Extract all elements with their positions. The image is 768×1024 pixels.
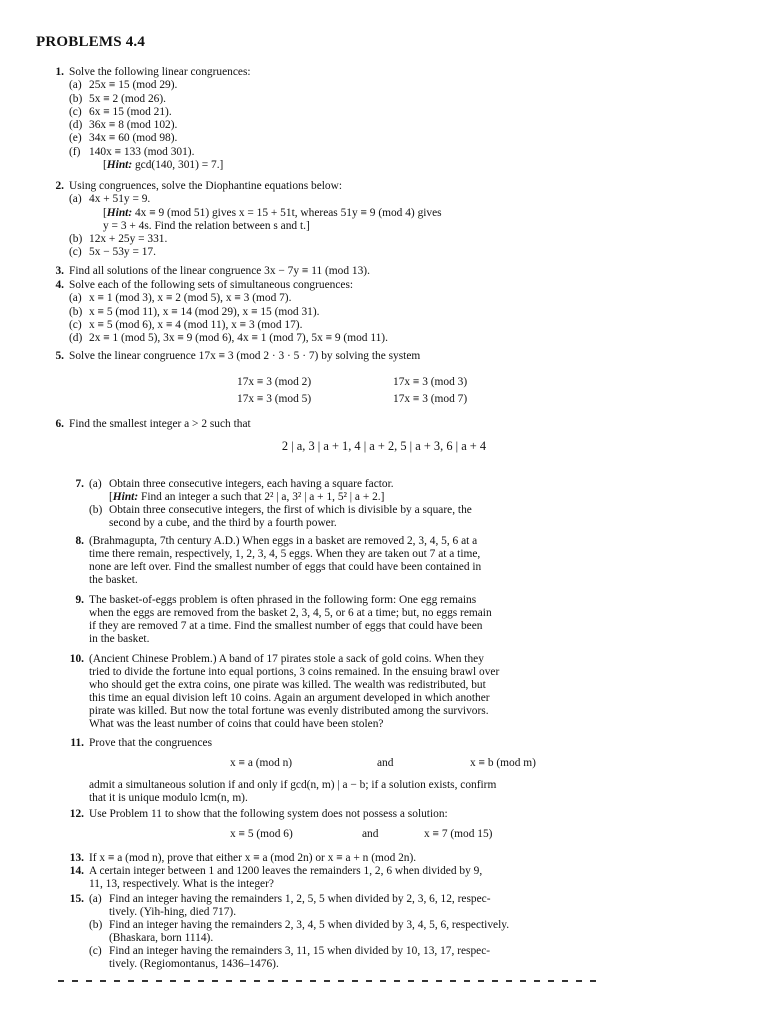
problem-number: 7.	[75, 478, 84, 490]
problem-number: 5.	[55, 350, 64, 362]
textbook-page: PROBLEMS 4.4 1. Solve the following linear congruences: (a) 25x ≡ 15 (mod 29). (b) 5x ≡ 2 (mod 26). (c) 6x ≡ 15 (mod 21). (d) 36x ≡ 8 (mod 102). (e) 34x ≡ 60 (mod 98). (f) 140x ≡ 133 (mod 301). [Hint: gcd(140, 301) = 7.] 2. Using congruences, solve the Diophantine equations below: (a) 4x + 51y = 9. [Hint: 4x ≡ 9 (mod 51) gives x = 15 + 51t, whereas 51y ≡ 9 (mod 4) gives y = 3 + 4s. Find the relation between s and t.] (b) 12x + 25y = 331. (c) 5x − 53y = 17. 3. Find all solutions of the linear congruence 3x − 7y ≡ 11 (mod 13). 4. Solve each of the following sets of simultaneous congruences: (a) x ≡ 1 (mod 3), x ≡ 2 (mod 5), x ≡ 3 (mod 7). (b) x ≡ 5 (mod 11), x ≡ 14 (mod 29), x ≡ 15 (mod 31). (c) x ≡ 5 (mod 6), x ≡ 4 (mod 11), x ≡ 3 (mod 17). (d) 2x ≡ 1 (mod 5), 3x ≡ 9 (mod 6), 4x ≡ 1 (mod 7), 5x ≡ 9 (mod 11). 5. Solve the linear congruence 17x ≡ 3 (mod 2 · 3 · 5 · 7) by solving the system 17x ≡ 3 (mod 2) 17x ≡ 3 (mod 3) 17x ≡ 3 (mod 5) 17x ≡ 3 (mod 7) 6. Find the smallest integer a > 2 such that 2 | a, 3 | a + 1, 4 | a + 2, 5 | a + 3, 6 | a + 4 7. (a) Obtain three consecutive integers, each having a square factor. [Hint: Find an integer a such that 2² | a, 3² | a + 1, 5² | a + 2.] (b) Obtain three consecutive integers, the first of which is divisible by a square, the second by a cube, and the third by a fourth power. 8. (Brahmagupta, 7th century A.D.) When eggs in a basket are removed 2, 3, 4, 5, 6 at a time there remain, respectively, 1, 2, 3, 4, 5 eggs. When they are taken out 7 at a time, none are left over. Find the smallest number of eggs that could have been contained in the basket. 9. The basket-of-eggs problem is often phrased in the following form: One egg remains when the eggs are removed from the basket 2, 3, 4, 5, or 6 at a time; but, no eggs remain if they are removed 7 at a time. Find the smallest number of eggs that could have been in the basket. 10. (Ancient Chinese Problem.) A band of 17 pirates stole a sack of gold coins. When they tried to divide the fortune into equal portions, 3 coins remained. In the ensuing brawl over who should get the extra coins, one pirate was killed. The wealth was redistributed, but this time an equal division left 10 coins. Again an argument developed in which another pirate was killed. But now the total fortune was evenly distributed among the survivors. What was the least number of coins that could have been stolen? 11. Prove that the congruences x ≡ a (mod n) and x ≡ b (mod m) admit a simultaneous solution if and only if gcd(n, m) | a − b; if a solution exists, confirm that it is unique modulo lcm(n, m). 12. Use Problem 11 to show that the following system does not possess a solution: x ≡ 5 (mod 6) and x ≡ 7 (mod 15) 13. If x ≡ a (mod n), prove that either x ≡ a (mod 2n) or x ≡ a + n (mod 2n). 14. A certain integer between 1 and 1200 leaves the remainders 1, 2, 6 when divided by 9, 11, 13, respectively. What is the integer? 15. (a) Find an integer having the remainders 1, 2, 5, 5 when divided by 2, 3, 6, 12, respec- tively. (Yih-hing, died 717). (b) Find an integer having the remainders 2, 3, 4, 5 when divided by 3, 4, 5, 6, respectively. (Bhaskara, born 1114). (c) Find an integer having the remainders 3, 11, 15 when divided by 10, 13, 17, respec- tively. (Regiomontanus, 1436–1476).	[0, 0, 768, 1024]
display-system	[58, 828, 718, 844]
problem-statement: Solve the following linear congruences:	[69, 66, 251, 78]
problem-number: 1.	[55, 66, 64, 78]
problem-number: 14.	[69, 865, 84, 877]
subpart-a: (a) 4x + 51y = 9.	[69, 193, 151, 206]
congruence: x ≡ a (mod n)	[230, 757, 293, 769]
subpart-e: (e) 34x ≡ 60 (mod 98).	[69, 132, 178, 145]
problem-statement: Find the smallest integer a > 2 such that	[69, 418, 251, 430]
subpart-b: (b) Find an integer having the remainders 2, 3, 4, 5 when divided by 3, 4, 5, 6, respectively. (Bhaskara, born 1114).	[89, 918, 510, 944]
congruence: 17x ≡ 3 (mod 7)	[393, 393, 468, 405]
problem-statement: Find all solutions of the linear congruence 3x − 7y ≡ 11 (mod 13).	[69, 265, 370, 277]
problem-number: 12.	[69, 808, 84, 820]
problem-statement: If x ≡ a (mod n), prove that either x ≡ a (mod 2n) or x ≡ a + n (mod 2n).	[89, 852, 417, 864]
problem-statement: Use Problem 11 to show that the following system does not possess a solution:	[89, 808, 448, 820]
cut-off-text-fragment	[58, 978, 598, 982]
subpart-d: (d) 36x ≡ 8 (mod 102).	[69, 119, 178, 132]
congruence: x ≡ 5 (mod 6)	[230, 828, 293, 840]
subpart-b: (b) Obtain three consecutive integers, the first of which is divisible by a square, the second by a cube, and the third by a fourth power.	[89, 503, 472, 529]
congruence: x ≡ b (mod m)	[470, 757, 536, 769]
subpart-b: (b) 12x + 25y = 331.	[69, 233, 168, 246]
subpart-a: (a) Obtain three consecutive integers, each having a square factor.	[89, 478, 394, 490]
congruence: 17x ≡ 3 (mod 5)	[237, 393, 312, 405]
hint: [Hint: Find an integer a such that 2² | a, 3² | a + 1, 5² | a + 2.]	[109, 490, 385, 503]
subpart-a: (a) 25x ≡ 15 (mod 29).	[69, 79, 178, 92]
problem-number: 15.	[69, 893, 84, 905]
display-congruences	[58, 757, 718, 773]
display-equation: 2 | a, 3 | a + 1, 4 | a + 2, 5 | a + 3, 6 | a + 4	[281, 439, 487, 453]
hint-continued: y = 3 + 4s. Find the relation between s and t.]	[103, 219, 310, 232]
congruence: x ≡ 7 (mod 15)	[424, 828, 493, 840]
conjunction: and	[362, 828, 379, 840]
section-title: PROBLEMS 4.4	[36, 34, 146, 50]
hint: [Hint: 4x ≡ 9 (mod 51) gives x = 15 + 51t, whereas 51y ≡ 9 (mod 4) gives	[103, 206, 442, 219]
subpart-b: (b) 5x ≡ 2 (mod 26).	[69, 92, 166, 105]
problem-number: 10.	[69, 653, 84, 665]
congruence: 17x ≡ 3 (mod 3)	[393, 376, 468, 388]
system-row-1	[38, 376, 718, 392]
system-row-2	[38, 393, 718, 409]
subpart-a: (a) x ≡ 1 (mod 3), x ≡ 2 (mod 5), x ≡ 3 (mod 7).	[69, 292, 292, 305]
problem-number: 3.	[55, 265, 64, 277]
subpart-d: (d) 2x ≡ 1 (mod 5), 3x ≡ 9 (mod 6), 4x ≡ 1 (mod 7), 5x ≡ 9 (mod 11).	[69, 332, 388, 345]
hint: [Hint: gcd(140, 301) = 7.]	[103, 159, 224, 172]
subpart-a: (a) Find an integer having the remainders 1, 2, 5, 5 when divided by 2, 3, 6, 12, respec- tively. (Yih-hing, died 717).	[89, 893, 491, 918]
problem-statement: Using congruences, solve the Diophantine equations below:	[69, 180, 342, 192]
subpart-f: (f) 140x ≡ 133 (mod 301).	[69, 145, 195, 158]
problem-statement: Solve each of the following sets of simultaneous congruences:	[69, 279, 354, 291]
problem-statement: Solve the linear congruence 17x ≡ 3 (mod 2 · 3 · 5 · 7) by solving the system	[69, 350, 421, 362]
problem-number: 9.	[75, 594, 84, 606]
problem-number: 4.	[55, 279, 64, 291]
problem-number: 8.	[75, 535, 84, 547]
congruence: 17x ≡ 3 (mod 2)	[237, 376, 312, 388]
problem-number: 13.	[69, 852, 84, 864]
subpart-b: (b) x ≡ 5 (mod 11), x ≡ 14 (mod 29), x ≡ 15 (mod 31).	[69, 305, 320, 318]
subpart-c: (c) x ≡ 5 (mod 6), x ≡ 4 (mod 11), x ≡ 3 (mod 17).	[69, 318, 303, 331]
subpart-c: (c) 6x ≡ 15 (mod 21).	[69, 105, 172, 118]
problem-number: 6.	[55, 418, 64, 430]
problem-number: 11.	[70, 737, 84, 749]
subpart-c: (c) Find an integer having the remainders 3, 11, 15 when divided by 10, 13, 17, respec- tively. (Regiomontanus, 1436–1476).	[89, 944, 491, 970]
problem-statement: Prove that the congruences	[89, 737, 213, 749]
conjunction: and	[377, 757, 394, 769]
problem-number: 2.	[55, 180, 64, 192]
subpart-c: (c) 5x − 53y = 17.	[69, 246, 156, 259]
